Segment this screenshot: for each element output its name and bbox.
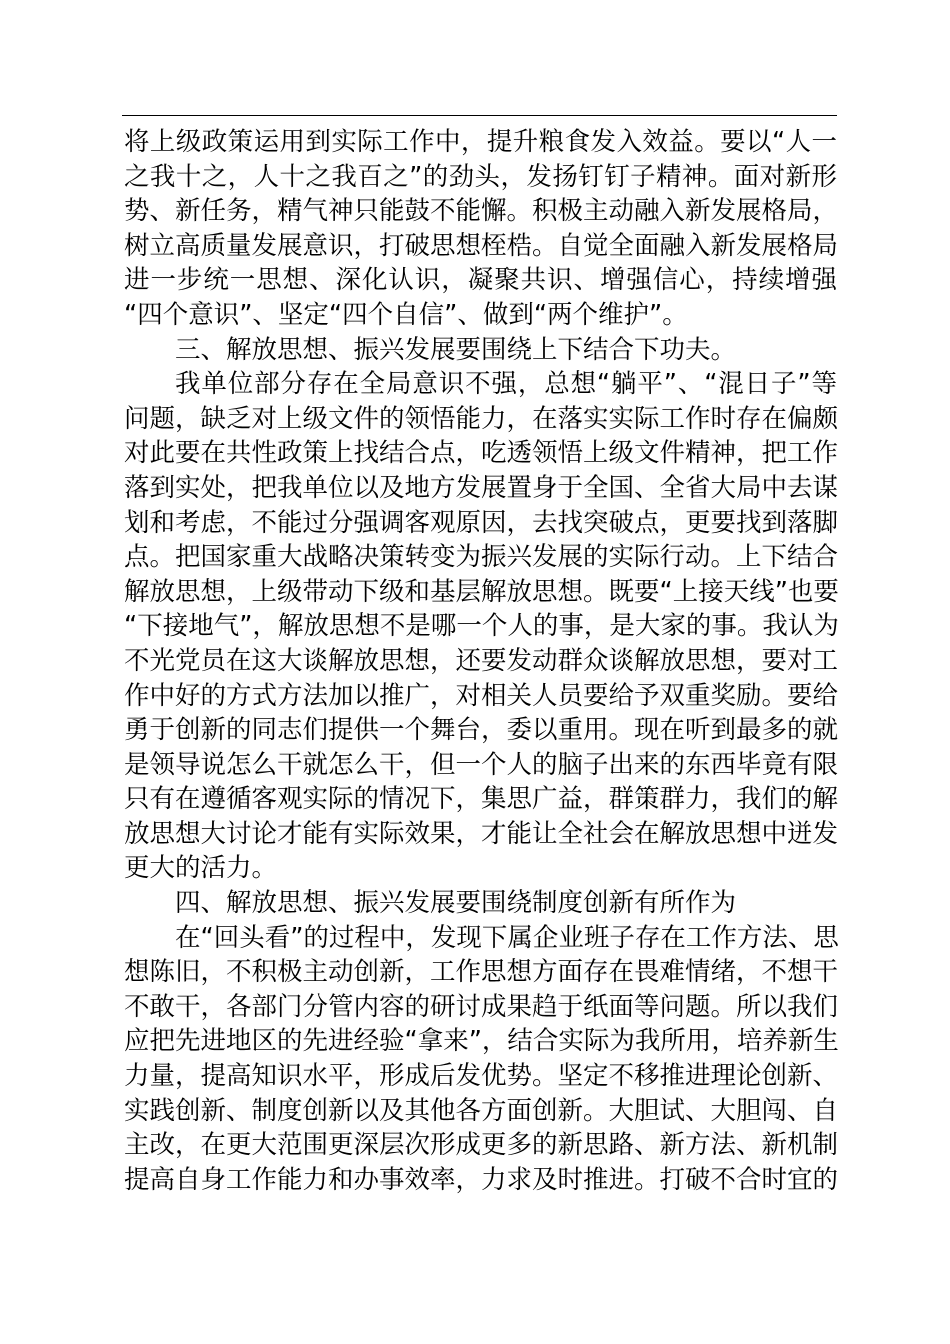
text-line: 放思想大讨论才能有实际效果，才能让全社会在解放思想中迸发 — [124, 818, 839, 849]
text-line: 之我十之，人十之我百之”的劲头，发扬钉钉子精神。面对新形 — [124, 161, 837, 192]
text-line: 实践创新、制度创新以及其他各方面创新。大胆试、大胆闯、自 — [124, 1095, 839, 1126]
text-line: 不敢干，各部门分管内容的研讨成果趋于纸面等问题。所以我们 — [124, 991, 839, 1022]
text-line: 只有在遵循客观实际的情况下，集思广益，群策群力，我们的解 — [124, 784, 839, 815]
text-line: 我单位部分存在全局意识不强，总想“躺平”、“混日子”等 — [175, 369, 837, 400]
text-line: 划和考虑，不能过分强调客观原因，去找突破点，更要找到落脚 — [124, 507, 839, 538]
text-line: 对此要在共性政策上找结合点，吃透领悟上级文件精神，把工作 — [124, 438, 839, 469]
text-line: 应把先进地区的先进经验“拿来”，结合实际为我所用，培养新生 — [124, 1026, 839, 1057]
text-line: 主改，在更大范围更深层次形成更多的新思路、新方法、新机制 — [124, 1130, 839, 1161]
text-line: “下接地气”，解放思想不是哪一个人的事，是大家的事。我认为 — [124, 611, 839, 642]
header-rule — [122, 115, 837, 116]
text-line: 勇于创新的同志们提供一个舞台，委以重用。现在听到最多的就 — [124, 715, 839, 746]
text-line: 在“回头看”的过程中，发现下属企业班子存在工作方法、思 — [175, 922, 839, 953]
text-line: “四个意识”、坚定“四个自信”、做到“两个维护”。 — [124, 299, 688, 330]
text-line: 作中好的方式方法加以推广，对相关人员要给予双重奖励。要给 — [124, 680, 839, 711]
body-text — [124, 125, 837, 1197]
text-line: 想陈旧，不积极主动创新，工作思想方面存在畏难情绪，不想干 — [124, 957, 839, 988]
section-heading: 三、解放思想、振兴发展要围绕上下结合下功夫。 — [175, 334, 737, 365]
text-line: 点。把国家重大战略决策转变为振兴发展的实际行动。上下结合 — [124, 542, 839, 573]
text-line: 提高自身工作能力和办事效率，力求及时推进。打破不合时宜的 — [124, 1164, 839, 1195]
text-line: 更大的活力。 — [124, 853, 278, 884]
text-line: 将上级政策运用到实际工作中，提升粮食发入效益。要以“人一 — [124, 127, 837, 157]
section-heading: 四、解放思想、振兴发展要围绕制度创新有所作为 — [175, 888, 737, 919]
text-line: 进一步统一思想、深化认识，凝聚共识、增强信心，持续增强 — [124, 265, 837, 296]
text-line: 势、新任务，精气神只能鼓不能懈。积极主动融入新发展格局， — [124, 196, 839, 227]
text-line: 是领导说怎么干就怎么干，但一个人的脑子出来的东西毕竟有限 — [124, 749, 839, 780]
text-line: 解放思想，上级带动下级和基层解放思想。既要“上接天线”也要 — [124, 576, 839, 607]
text-line: 树立高质量发展意识，打破思想桎梏。自觉全面融入新发展格局 — [124, 230, 839, 261]
text-line: 落到实处，把我单位以及地方发展置身于全国、全省大局中去谋 — [124, 472, 839, 503]
text-line: 力量，提高知识水平，形成后发优势。坚定不移推进理论创新、 — [124, 1061, 839, 1092]
text-line: 不光党员在这大谈解放思想，还要发动群众谈解放思想，要对工 — [124, 645, 839, 676]
text-line: 问题，缺乏对上级文件的领悟能力，在落实实际工作时存在偏颇 — [124, 403, 839, 434]
